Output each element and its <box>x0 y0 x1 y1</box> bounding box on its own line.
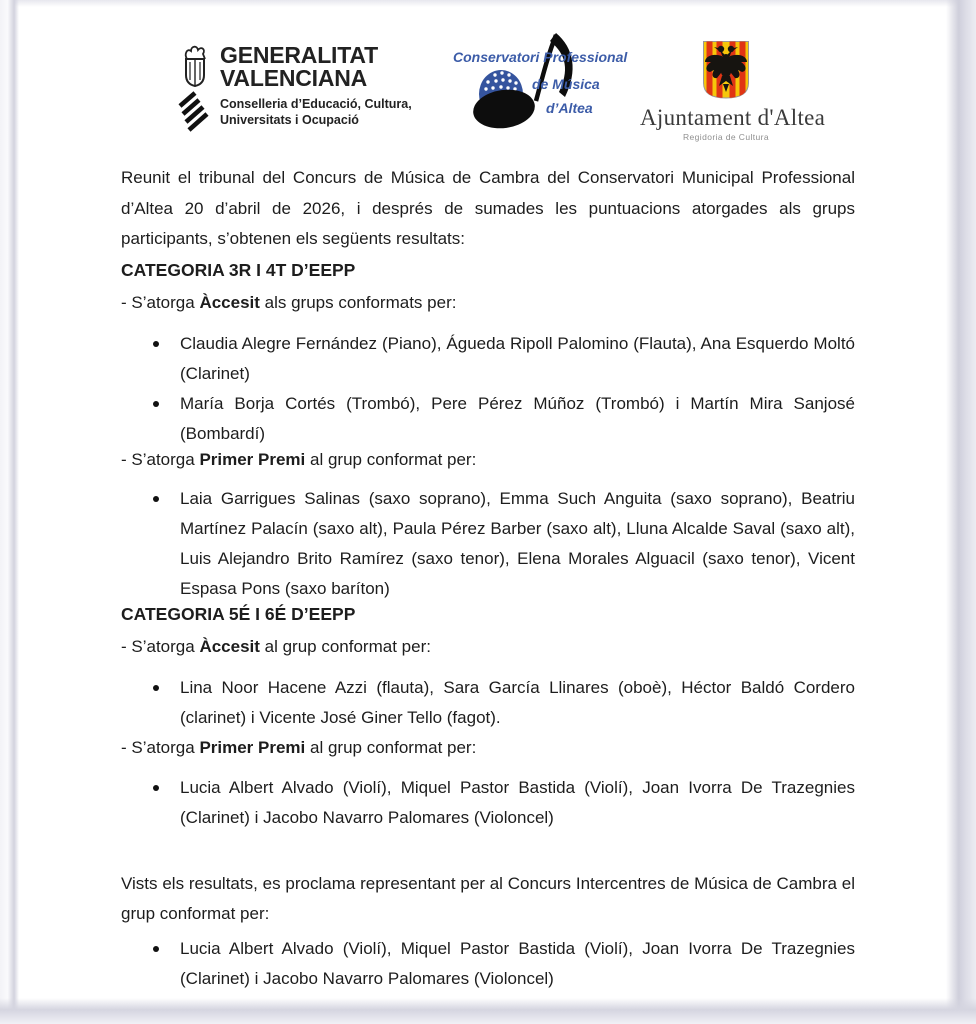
award-line-accesit-1 <box>121 292 855 314</box>
ajuntament-title: Ajuntament d'Altea <box>640 105 826 130</box>
participant-item: Lucia Albert Alvado (Violí), Miquel Pastor Bastida (Violí), Joan Ivorra De Trazegnies (Clarinet) i Jacobo Navarro Palomares (Violoncel) <box>121 773 855 833</box>
page-edge-right <box>946 0 976 1024</box>
generalitat-title-line2: VALENCIANA <box>220 64 368 91</box>
participant-item: María Borja Cortés (Trombó), Pere Pérez Múñoz (Trombó) i Martín Mira Sanjosé (Bombardí) <box>121 389 855 449</box>
conservatori-name-line3: d’Altea <box>546 100 593 116</box>
participant-item: Lina Noor Hacene Azzi (flauta), Sara García Llinares (oboè), Héctor Baldó Cordero (clarinet) i Vicente José Giner Tello (fagot). <box>121 673 855 733</box>
award-suffix: als grups conformats per: <box>259 292 457 312</box>
award-line-premi-2 <box>121 737 855 759</box>
generalitat-emblem-icon <box>178 44 210 136</box>
premi-group-list-1 <box>121 484 855 604</box>
conservatori-logo <box>440 23 628 137</box>
award-name: Àccesit <box>199 636 260 656</box>
award-prefix: - S’atorga <box>121 292 200 312</box>
award-suffix: al grup conformat per: <box>305 737 477 757</box>
award-line-premi-1 <box>121 449 855 471</box>
premi-group-list-2 <box>121 773 855 833</box>
participant-item: Lucia Albert Alvado (Violí), Miquel Pastor Bastida (Violí), Joan Ivorra De Trazegnies (Clarinet) i Jacobo Navarro Palomares (Violoncel) <box>121 934 855 994</box>
closing-paragraph: Vists els resultats, es proclama representant per al Concurs Intercentres de Música de Cambra el grup conformat per: <box>121 873 855 923</box>
award-line-accesit-2 <box>121 636 855 658</box>
award-suffix: al grup conformat per: <box>259 636 431 656</box>
award-name: Àccesit <box>199 292 260 312</box>
page-edge-bottom <box>0 998 976 1024</box>
generalitat-subtitle-line1: Conselleria d’Educació, Cultura, <box>220 97 412 111</box>
conservatori-name-line1: Conservatori Professional <box>453 49 628 65</box>
generalitat-text <box>220 44 412 128</box>
document-body <box>121 163 855 994</box>
altea-coat-of-arms-icon <box>702 40 750 100</box>
intro-paragraph: Reunit el tribunal del Concurs de Música de Cambra del Conservatori Municipal Professional d’Altea 20 d’abril de 2026, i després de sumades les puntuacions atorgades als grups participants, s’obtenen els següents resultats: <box>121 168 855 248</box>
participant-item: Claudia Alegre Fernández (Piano), Águeda Ripoll Palomino (Flauta), Ana Esquerdo Moltó (Clarinet) <box>121 329 855 389</box>
award-prefix: - S’atorga <box>121 636 200 656</box>
generalitat-valenciana-logo <box>178 44 412 136</box>
category-heading-1: CATEGORIA 3R I 4T D’EEPP <box>121 259 356 280</box>
generalitat-subtitle-line2: Universitats i Ocupació <box>220 113 359 127</box>
participant-item: Laia Garrigues Salinas (saxo soprano), Emma Such Anguita (saxo soprano), Beatriu Martínez Palacín (saxo alt), Paula Pérez Barber (saxo alt), Lluna Alcalde Saval (saxo alt), Luis Alejandro Brito Ramírez (saxo tenor), Elena Morales Alguacil (saxo tenor), Vicent Espasa Pons (saxo baríton) <box>121 484 855 604</box>
award-prefix: - S’atorga <box>121 737 200 757</box>
generalitat-title-line1: GENERALITAT <box>220 42 378 68</box>
page-edge-left <box>0 0 19 1024</box>
award-prefix: - S’atorga <box>121 449 200 469</box>
representative-group-list <box>121 934 855 994</box>
award-suffix: al grup conformat per: <box>305 449 477 469</box>
category-heading-2: CATEGORIA 5É I 6É D’EEPP <box>121 603 356 624</box>
accesit-group-list-2 <box>121 673 855 733</box>
ajuntament-altea-logo <box>640 40 826 142</box>
accesit-group-list-1 <box>121 329 855 449</box>
ajuntament-subtitle: Regidoria de Cultura <box>683 132 769 142</box>
conservatori-name-line2: de Música <box>532 76 600 92</box>
award-name: Primer Premi <box>199 737 306 757</box>
page-edge-top <box>0 0 976 7</box>
award-name: Primer Premi <box>199 449 306 469</box>
